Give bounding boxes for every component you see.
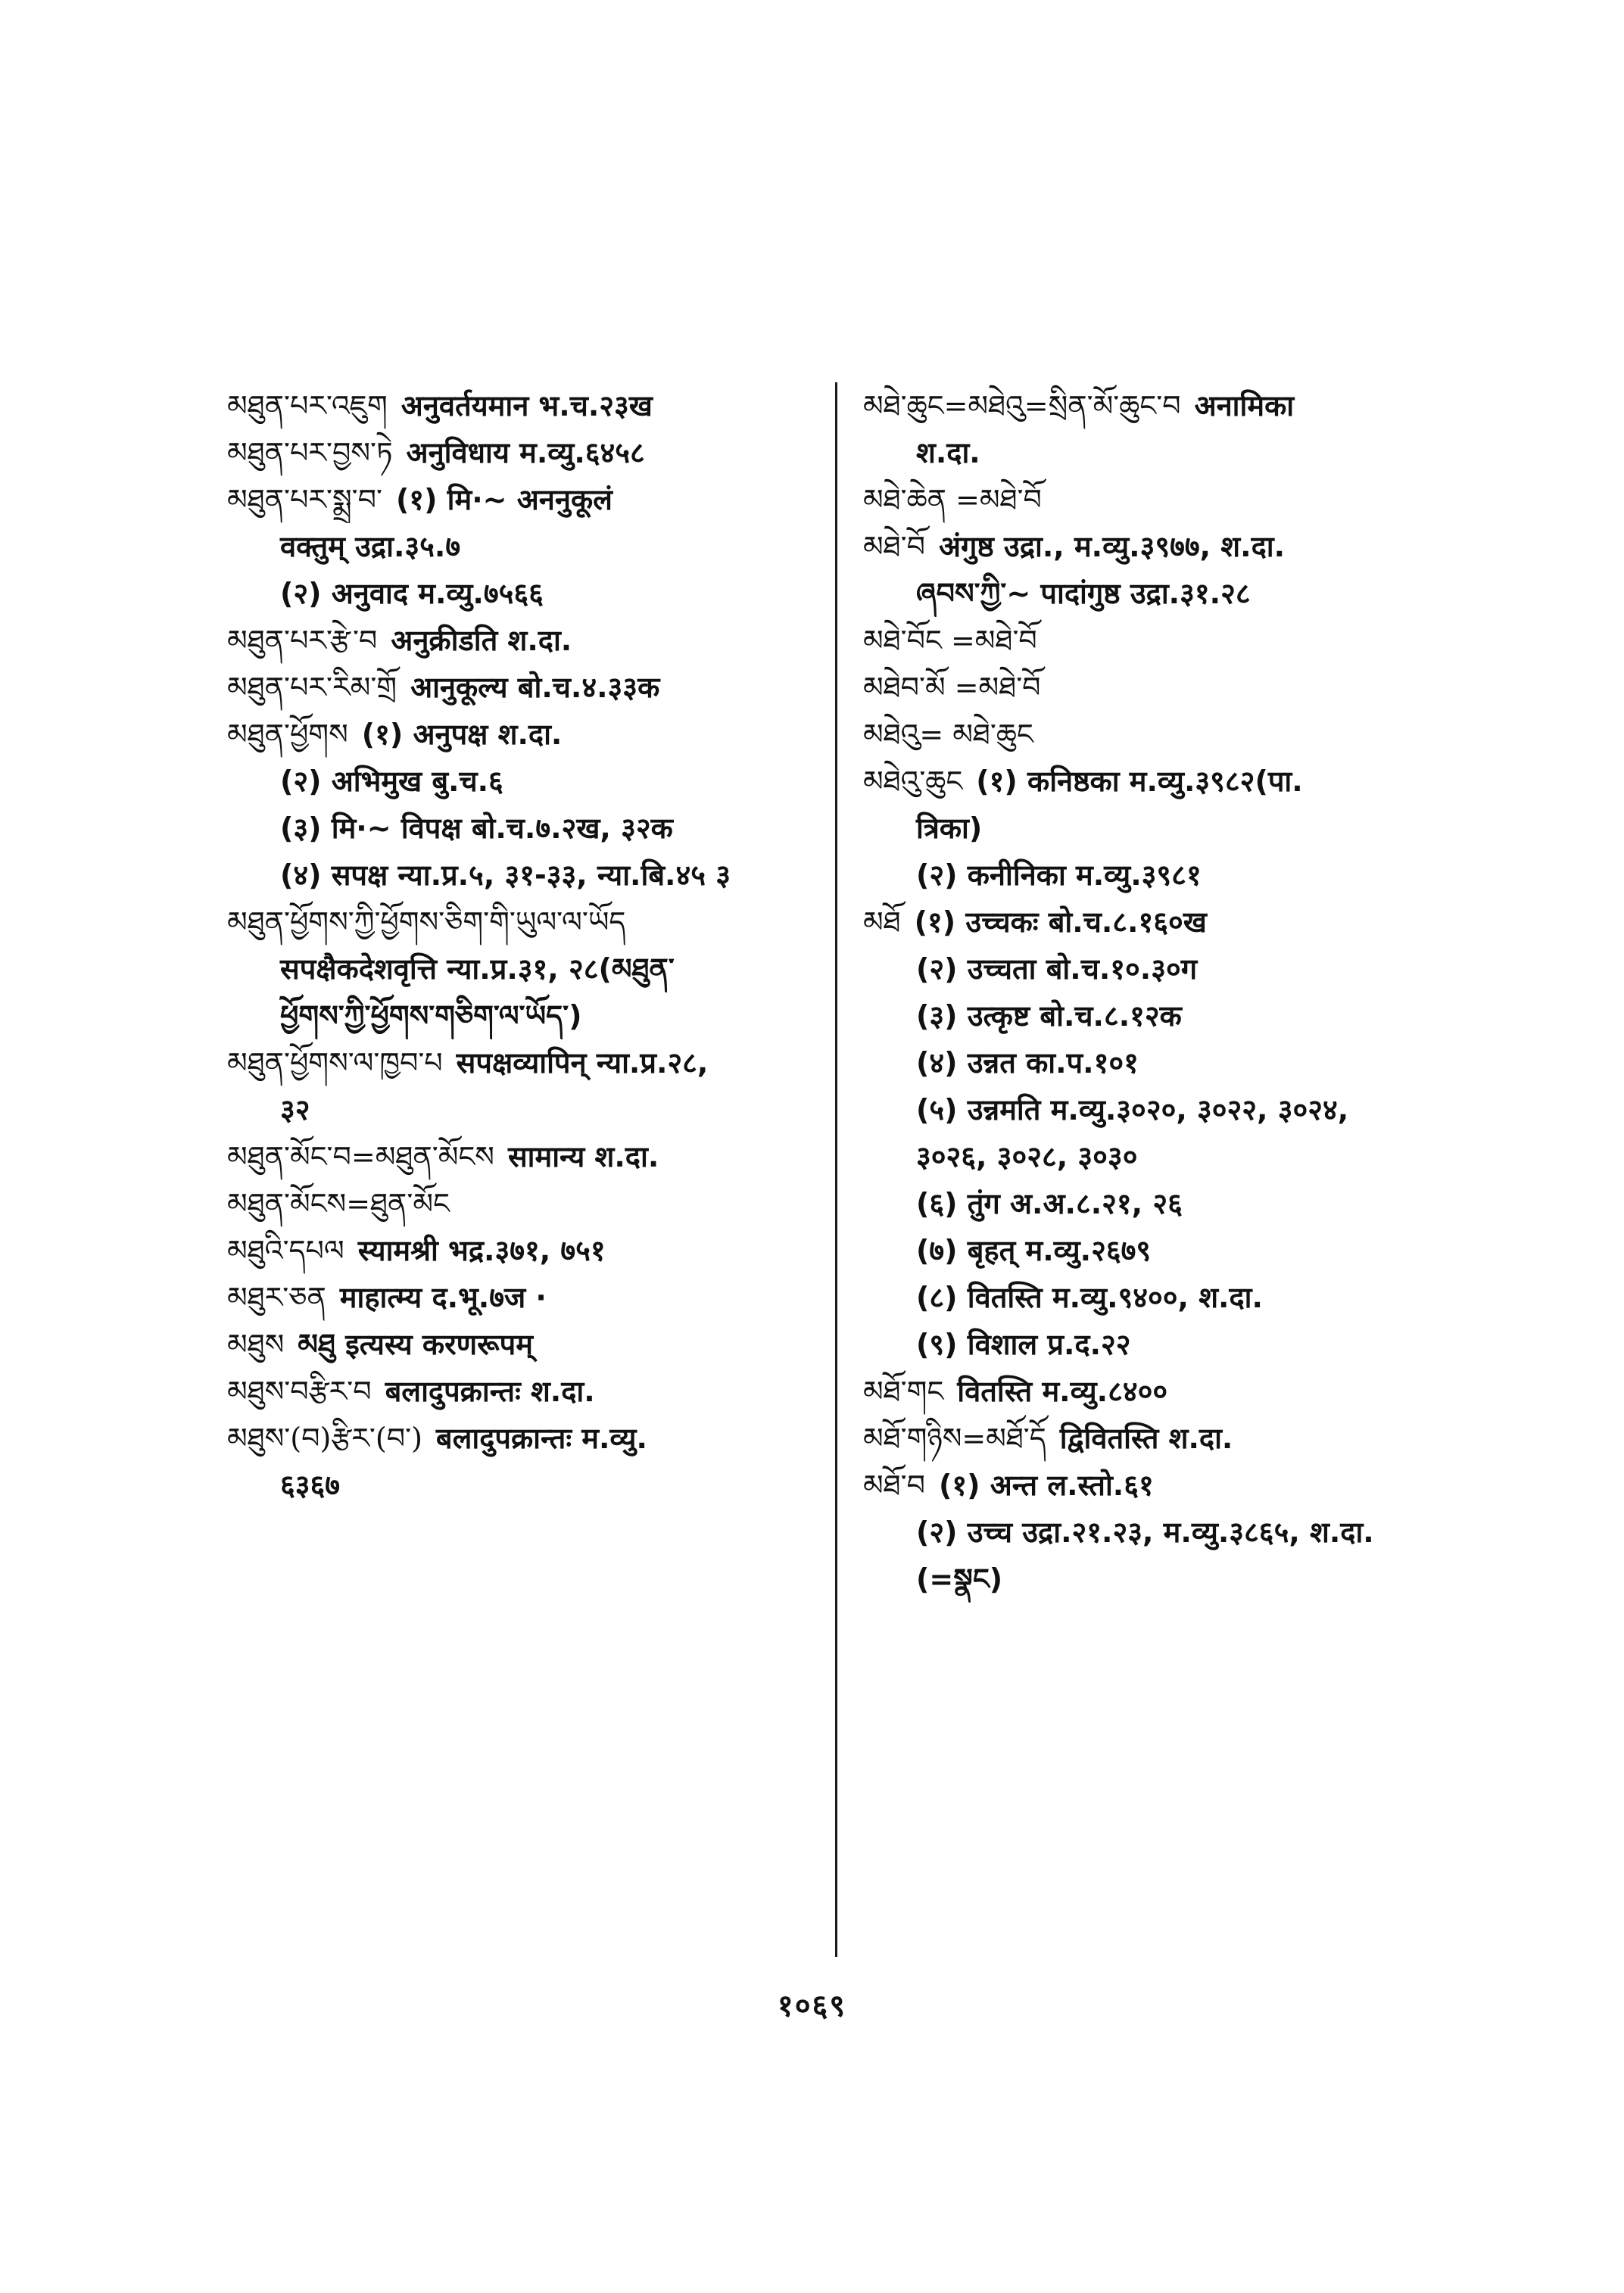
sanskrit-gloss: त्रिका) xyxy=(916,812,983,845)
tibetan-headword: མཐོ་བ xyxy=(863,1469,925,1502)
sanskrit-gloss: (२) उच्चता बो.च.१०.३०ग xyxy=(916,952,1198,986)
tibetan-headword: མཐུན་ཕྱོགས་ལ་ཁྱབ་པ xyxy=(227,1046,443,1080)
entry-continuation xyxy=(227,1086,825,1133)
dictionary-entry xyxy=(863,664,1514,711)
sanskrit-gloss: (१) मि·~ अननुकूलं xyxy=(395,483,613,516)
sanskrit-gloss: (२) उच्च उद्रा.२१.२३, म.व्यु.३८६५, श.दा. xyxy=(916,1516,1374,1549)
left-column xyxy=(227,382,825,1509)
tibetan-headword: མཐུས་བརྩིར་བ xyxy=(227,1375,372,1408)
tibetan-headword: མཐེབ་མོ =མཐེ་བོ xyxy=(863,671,1041,704)
sanskrit-gloss: माहात्म्य द.भू.७ज · xyxy=(339,1281,547,1314)
dictionary-entry xyxy=(863,1462,1514,1509)
tibetan-headword: མཐུན་ཕྱོགས xyxy=(227,718,348,751)
dictionary-entry xyxy=(227,899,825,946)
entry-continuation xyxy=(863,1274,1514,1321)
sanskrit-gloss: सपक्षैकदेशवृत्ति न्या.प्र.३१, २८(མཐུན་ xyxy=(280,952,675,986)
sanskrit-gloss: वितस्ति म.व्यु.८४०० xyxy=(957,1375,1168,1408)
entry-continuation xyxy=(227,852,825,899)
dictionary-entry xyxy=(863,617,1514,664)
sanskrit-gloss: (७) बृहत् म.व्यु.२६७९ xyxy=(916,1234,1152,1267)
dictionary-entry xyxy=(227,664,825,711)
sanskrit-gloss: ३०२६, ३०२८, ३०३० xyxy=(916,1140,1138,1173)
tibetan-headword: མཐུན་པར་འཇུག xyxy=(227,389,388,422)
dictionary-entry xyxy=(227,429,825,476)
sanskrit-gloss: (१) कनिष्ठका म.व्यु.३९८२(पा. xyxy=(976,765,1303,798)
sanskrit-gloss: (३) मि·~ विपक्ष बो.च.७.२ख, ३२क xyxy=(280,812,673,845)
sanskrit-gloss: अनुक्रीडति श.दा. xyxy=(391,624,572,657)
dictionary-entry xyxy=(863,899,1514,946)
tibetan-headword: མཐུན་པར་སྨྲ་བ་ xyxy=(227,483,382,516)
sanskrit-gloss: ३२ xyxy=(280,1093,310,1126)
entry-continuation xyxy=(227,570,825,617)
tibetan-headword: མཐོ xyxy=(863,905,901,939)
sanskrit-gloss: अनामिका xyxy=(1194,389,1295,422)
dictionary-entry xyxy=(227,382,825,429)
entry-continuation xyxy=(863,1227,1514,1274)
sanskrit-gloss: अनुविधाय म.व्यु.६४५८ xyxy=(406,436,645,469)
dictionary-entry xyxy=(863,711,1514,758)
tibetan-headword: མཐེའུ= མཐེ་ཆུང xyxy=(863,718,1033,751)
sanskrit-gloss: (=སྣང) xyxy=(916,1562,1003,1596)
tibetan-headword: མཐེ་ཆུང=མཐེའུ=སྲིན་མོ་ཆུང་བ xyxy=(863,389,1181,422)
tibetan-headword: མཐུའི་དཔལ xyxy=(227,1234,344,1267)
dictionary-entry xyxy=(227,1227,825,1274)
sanskrit-gloss: (५) उन्नमति म.व्यु.३०२०, ३०२२, ३०२४, xyxy=(916,1093,1349,1126)
sanskrit-gloss: ཕྱོགས་ཀྱི་ཕྱོགས་གཅིག་ལ་ཡོད་) xyxy=(280,999,582,1033)
sanskrit-gloss: बलादुपक्रान्तः म.व्यु. xyxy=(435,1422,647,1455)
right-column xyxy=(863,382,1514,1603)
dictionary-entry xyxy=(227,476,825,523)
sanskrit-gloss: सामान्य श.दा. xyxy=(507,1140,659,1173)
tibetan-headword: མཐེའུ་ཆུང xyxy=(863,765,963,798)
dictionary-entry xyxy=(863,1415,1514,1462)
entry-continuation xyxy=(227,1462,825,1509)
tibetan-headword: མཐེ་བོང =མཐེ་བོ xyxy=(863,624,1037,657)
tibetan-headword: མཐོ་གཉིས=མཐོ་དོ xyxy=(863,1422,1046,1455)
tibetan-headword: མཐུན་ཕྱོགས་ཀྱི་ཕྱོགས་ཅིག་གི་ཡུལ་ལ་ཡོད xyxy=(227,905,626,939)
entry-continuation xyxy=(863,946,1514,992)
sanskrit-gloss: सपक्षव्यापिन् न्या.प्र.२८, xyxy=(456,1046,709,1080)
entry-continuation xyxy=(863,1180,1514,1227)
dictionary-entry xyxy=(863,1368,1514,1415)
sanskrit-gloss: (८) वितस्ति म.व्यु.९४००, श.दा. xyxy=(916,1281,1263,1314)
entry-continuation xyxy=(863,1556,1514,1603)
entry-continuation xyxy=(863,1321,1514,1368)
entry-continuation xyxy=(227,805,825,852)
dictionary-entry xyxy=(863,523,1514,570)
sanskrit-gloss: (१) अनुपक्ष श.दा. xyxy=(361,718,563,751)
dictionary-entry xyxy=(227,1180,825,1227)
sanskrit-gloss: མཐུ इत्यस्य करणरूपम् xyxy=(298,1328,533,1361)
sanskrit-gloss: अंगुष्ठ उद्रा., म.व्यु.३९७७, श.दा. xyxy=(938,530,1286,563)
entry-continuation xyxy=(227,992,825,1039)
sanskrit-gloss: (९) विशाल प्र.द.२२ xyxy=(916,1328,1131,1361)
tibetan-headword: མཐུན་མོངས=ཐུན་མོང xyxy=(227,1187,450,1220)
sanskrit-gloss: (४) सपक्ष न्या.प्र.५, ३१-३३, न्या.बि.४५ ३ xyxy=(280,858,731,892)
page-number: १०६९ xyxy=(777,1989,847,2024)
sanskrit-gloss: द्विवितस्ति श.दा. xyxy=(1059,1422,1233,1455)
sanskrit-gloss: श.दा. xyxy=(916,436,980,469)
entry-continuation xyxy=(863,992,1514,1039)
tibetan-headword: མཐུར་ཅན xyxy=(227,1281,326,1314)
entry-continuation xyxy=(863,429,1514,476)
sanskrit-gloss: (३) उत्कृष्ट बो.च.८.१२क xyxy=(916,999,1182,1033)
sanskrit-gloss: (१) अन्त ल.स्तो.६१ xyxy=(938,1469,1154,1502)
entry-continuation xyxy=(863,852,1514,899)
sanskrit-gloss: वक्तुम् उद्रा.३५.७ xyxy=(280,530,461,563)
dictionary-entry xyxy=(863,476,1514,523)
tibetan-headword: མཐུན་མོང་བ=མཐུན་མོངས xyxy=(227,1140,494,1173)
entry-continuation xyxy=(863,570,1514,617)
dictionary-entry xyxy=(227,711,825,758)
tibetan-headword: མཐོ་གང xyxy=(863,1375,944,1408)
tibetan-headword: མཐེ་བོ xyxy=(863,530,925,563)
column-divider xyxy=(835,382,837,1957)
dictionary-entry xyxy=(227,1133,825,1180)
dictionary-entry xyxy=(227,617,825,664)
sanskrit-gloss: ६३६७ xyxy=(280,1469,341,1502)
entry-continuation xyxy=(227,523,825,570)
dictionary-entry xyxy=(863,382,1514,429)
tibetan-headword: མཐུན་པར་བྱས་ཏེ xyxy=(227,436,393,469)
dictionary-entry xyxy=(227,1321,825,1368)
dictionary-entry xyxy=(863,758,1514,805)
entry-continuation xyxy=(227,758,825,805)
entry-continuation xyxy=(863,1133,1514,1180)
entry-continuation xyxy=(863,1509,1514,1556)
sanskrit-gloss: (२) अभिमुख बु.च.६ xyxy=(280,765,503,798)
entry-continuation xyxy=(863,1039,1514,1086)
entry-continuation xyxy=(227,946,825,992)
sanskrit-gloss: ཞབས་ཀྱི་~ पादांगुष्ठ उद्रा.३१.२८ xyxy=(916,577,1251,610)
tibetan-headword: མཐུས་(བ)རྩིར་(བ་) xyxy=(227,1422,422,1455)
sanskrit-gloss: (१) उच्चकः बो.च.८.१६०ख xyxy=(914,905,1207,939)
dictionary-entry xyxy=(227,1415,825,1462)
sanskrit-gloss: (२) कनीनिका म.व्यु.३९८१ xyxy=(916,858,1202,892)
entry-continuation xyxy=(863,805,1514,852)
tibetan-headword: མཐུས xyxy=(227,1328,285,1361)
sanskrit-gloss: (६) तुंग अ.अ.८.२१, २६ xyxy=(916,1187,1183,1220)
entry-continuation xyxy=(863,1086,1514,1133)
dictionary-entry xyxy=(227,1368,825,1415)
sanskrit-gloss: स्यामश्री भद्र.३७१, ७५१ xyxy=(357,1234,606,1267)
sanskrit-gloss: बलादुपक्रान्तः श.दा. xyxy=(385,1375,595,1408)
sanskrit-gloss: (२) अनुवाद म.व्यु.७५६६ xyxy=(280,577,544,610)
dictionary-entry xyxy=(227,1039,825,1086)
dictionary-entry xyxy=(227,1274,825,1321)
sanskrit-gloss: (४) उन्नत का.प.१०१ xyxy=(916,1046,1139,1080)
sanskrit-gloss: अनुवर्तयमान भ.च.२३ख xyxy=(401,389,653,422)
tibetan-headword: མཐེ་ཆེན =མཐེ་བོ xyxy=(863,483,1042,516)
tibetan-headword: མཐུན་པར་རྩེ་བ xyxy=(227,624,378,657)
sanskrit-gloss: आनुकूल्य बो.च.४.३३क xyxy=(410,671,660,704)
tibetan-headword: མཐུན་པར་རིམ་གྲོ xyxy=(227,671,397,704)
